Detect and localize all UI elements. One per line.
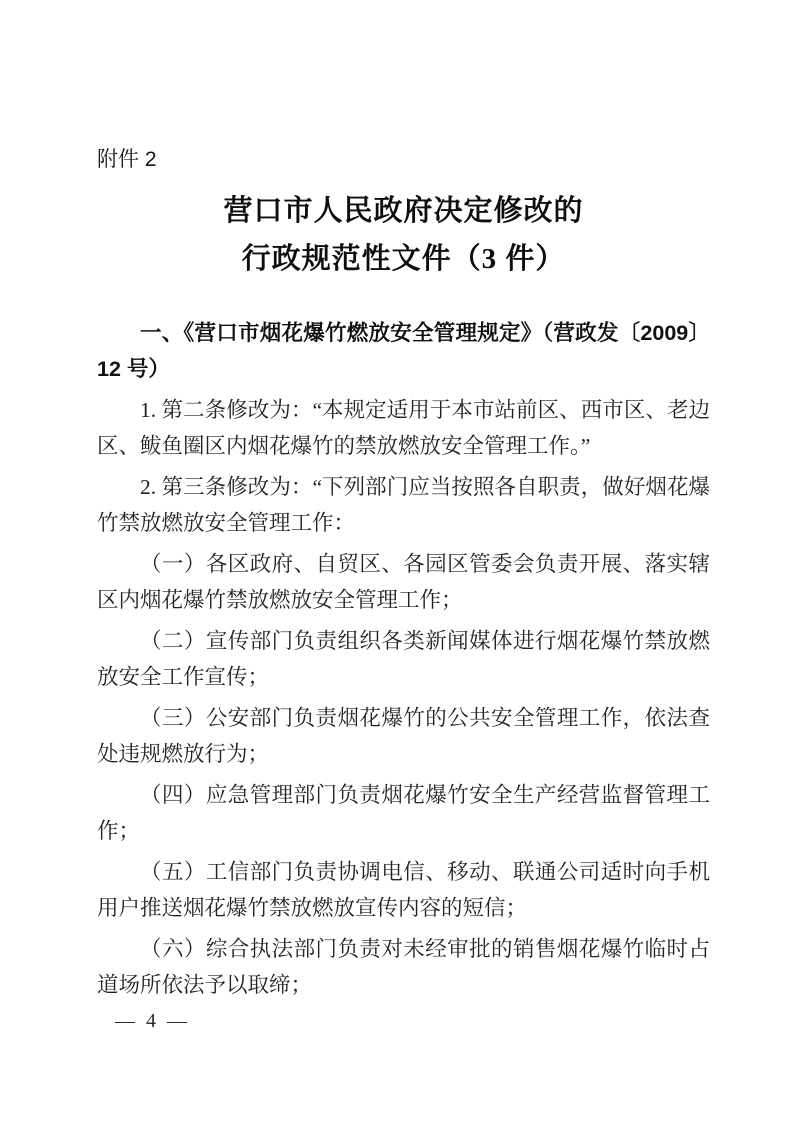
document-paragraph-7: （五）工信部门负责协调电信、移动、联通公司适时向手机用户推送烟花爆竹禁放燃放宣传内容的短信；: [97, 860, 710, 920]
document-paragraph-8: （六）综合执法部门负责对未经审批的销售烟花爆竹临时占道场所依法予以取缔；: [97, 937, 710, 997]
document-paragraph-4: （二）宣传部门负责组织各类新闻媒体进行烟花爆竹禁放燃放安全工作宣传；: [97, 629, 710, 689]
document-paragraph-1: 1. 第二条修改为：“本规定适用于本市站前区、西市区、老边区、鲅鱼圈区内烟花爆竹的禁放燃放安全管理工作。”: [97, 398, 710, 458]
document-paragraph-6: （四）应急管理部门负责烟花爆竹安全生产经营监督管理工作；: [97, 783, 710, 843]
document-paragraph-2: 2. 第三条修改为：“下列部门应当按照各自职责，做好烟花爆竹禁放燃放安全管理工作：: [97, 475, 710, 535]
document-paragraph-3: （一）各区政府、自贸区、各园区管委会负责开展、落实辖区内烟花爆竹禁放燃放安全管理工作；: [97, 552, 710, 612]
section-heading: 一、《营口市烟花爆竹燃放安全管理规定》（营政发〔2009〕12 号）: [97, 321, 710, 381]
document-body: [97, 315, 710, 1003]
page-number: — 4 —: [115, 1010, 190, 1032]
attachment-label: 附件 2: [97, 148, 157, 171]
document-title-line1: 营口市人民政府决定修改的: [223, 195, 584, 227]
document-title-line2: 行政规范性文件（3 件）: [241, 243, 566, 275]
document-title: [97, 187, 710, 283]
document-paragraph-5: （三）公安部门负责烟花爆竹的公共安全管理工作，依法查处违规燃放行为；: [97, 706, 710, 766]
